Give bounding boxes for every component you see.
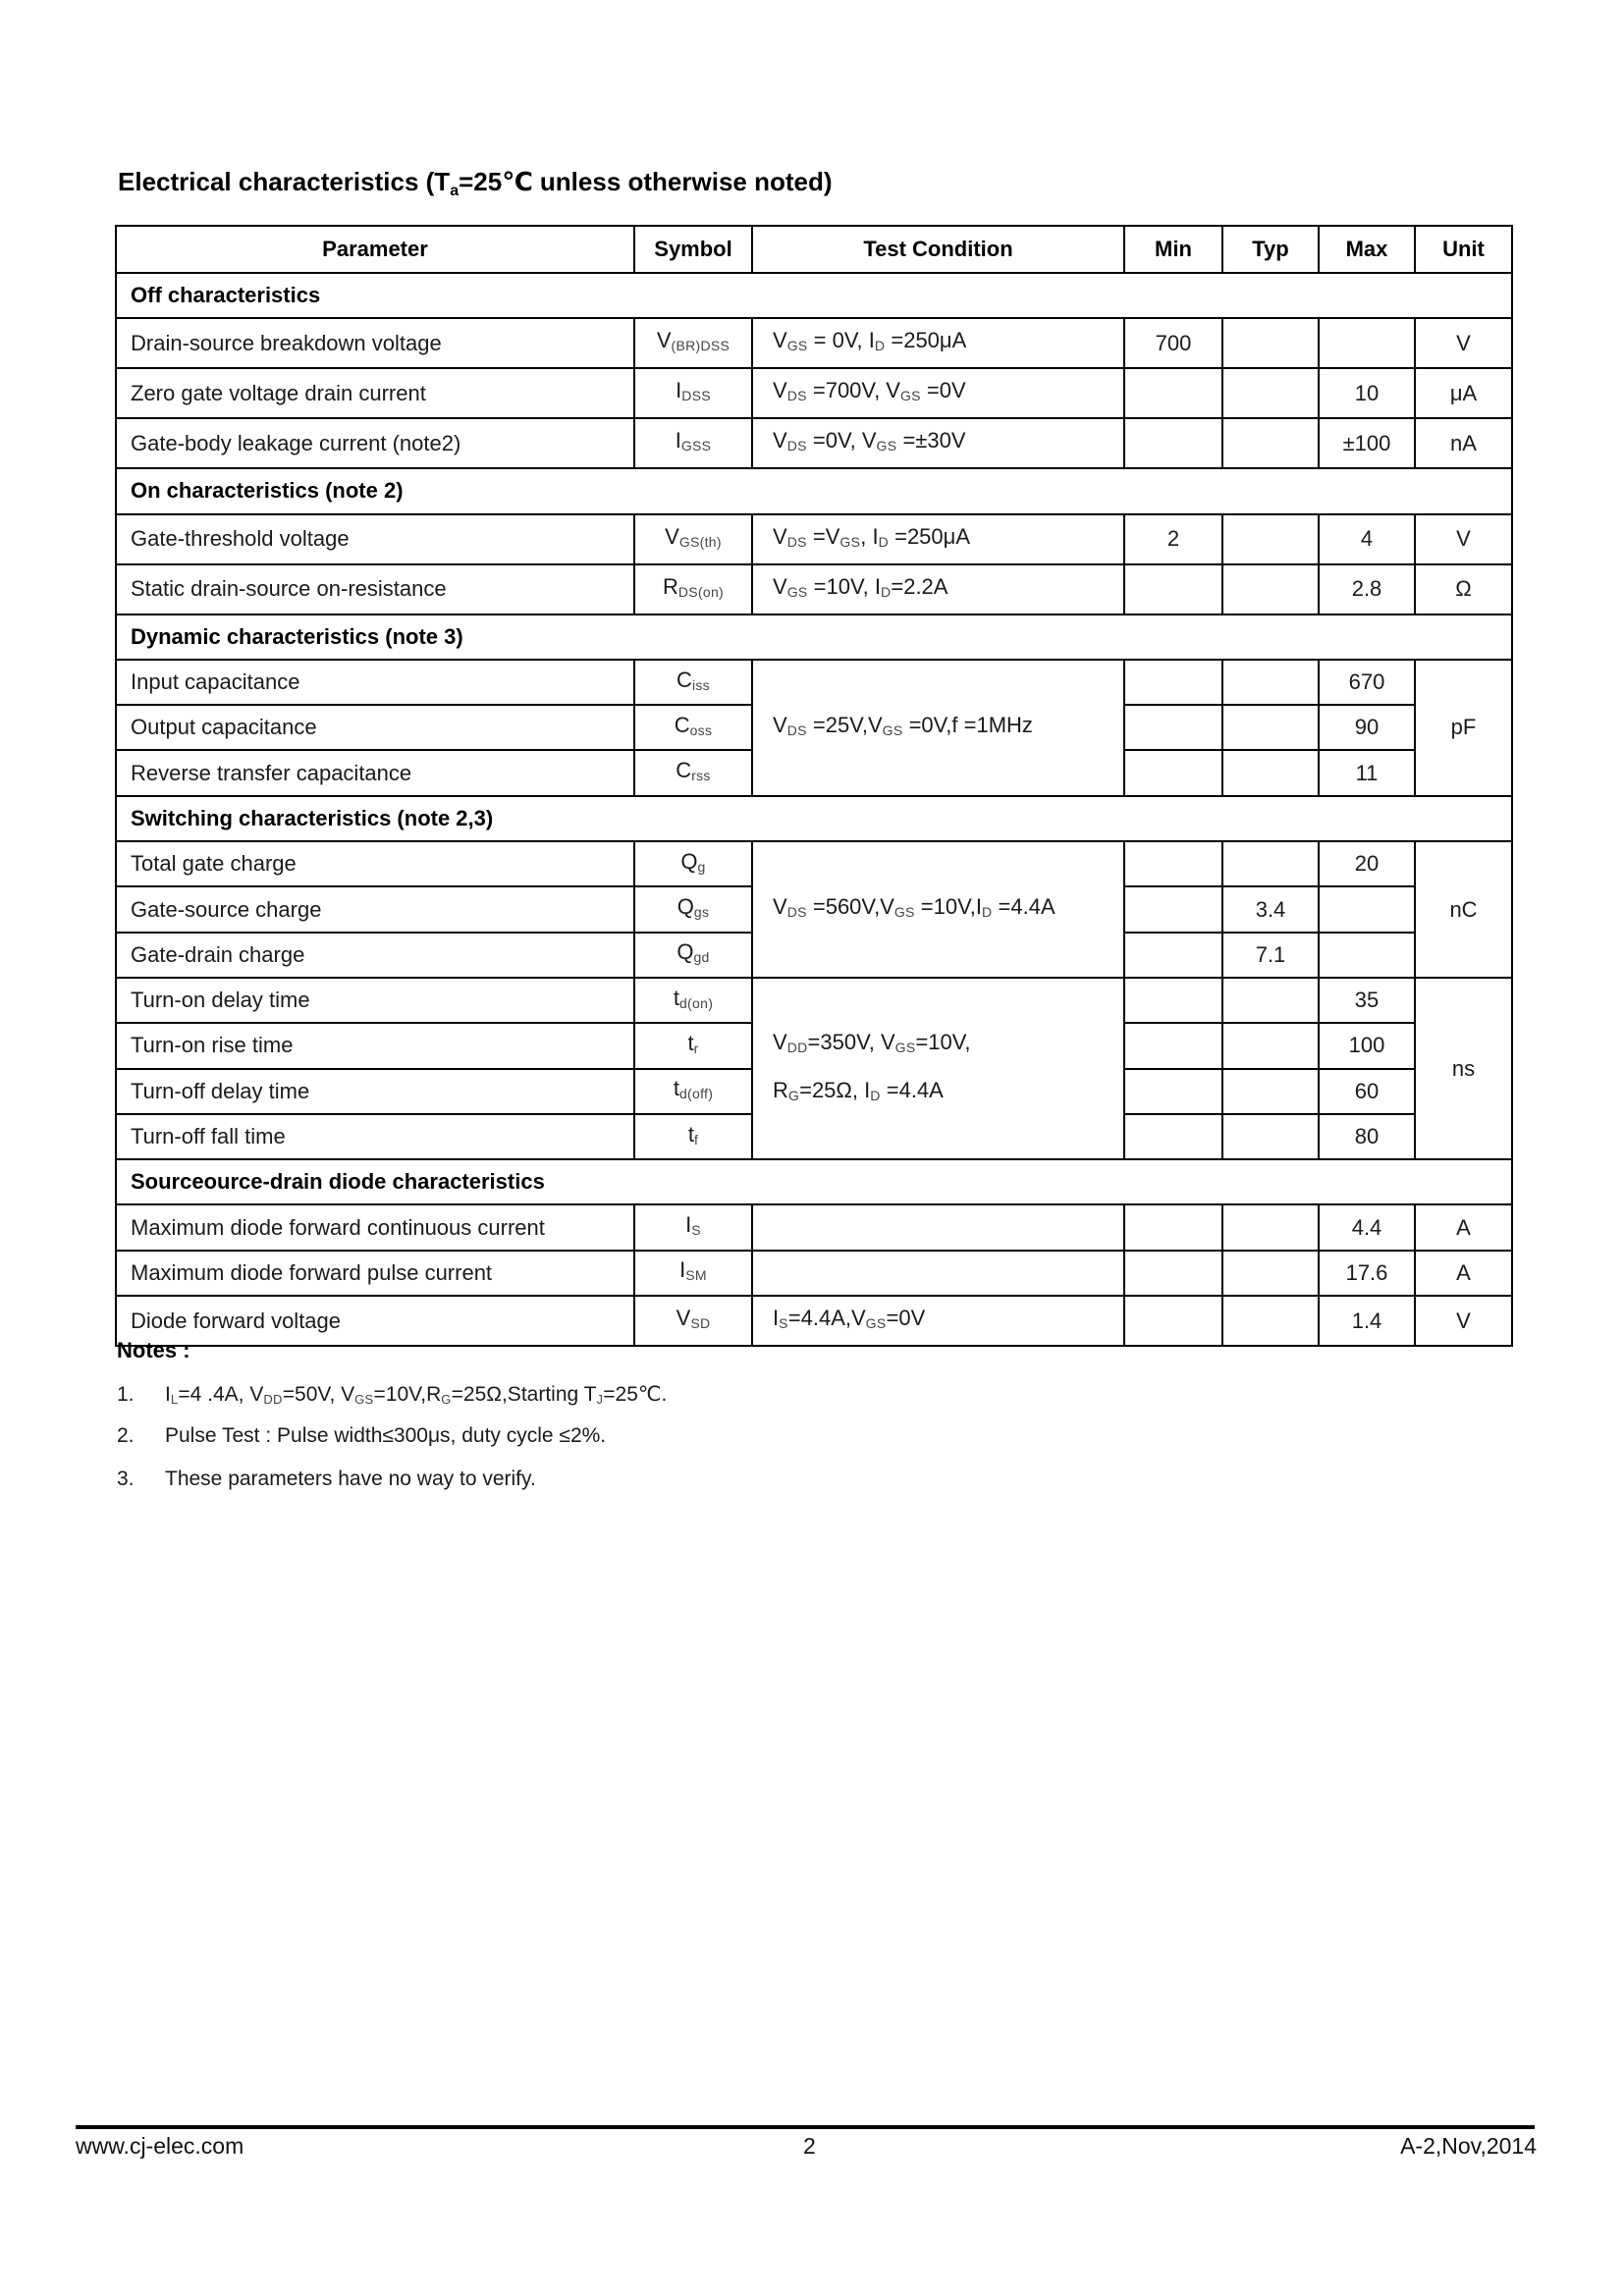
subscript: GS: [876, 438, 897, 454]
text-segment: R: [773, 1077, 788, 1102]
section-header-row: [116, 796, 1512, 841]
column-header-symbol: Symbol: [634, 226, 752, 273]
subscript: DD: [786, 1039, 808, 1055]
typ-cell: [1222, 564, 1319, 614]
footer-page-number: 2: [803, 2133, 816, 2159]
max-cell: 2.8: [1319, 564, 1415, 614]
text-segment: V: [773, 378, 787, 403]
symbol-subscript: DS(on): [677, 583, 725, 600]
title-subscript: a: [450, 183, 460, 199]
text-segment: V: [773, 428, 787, 454]
symbol-subscript: GS(th): [678, 533, 722, 550]
header-row: [116, 226, 1512, 273]
typ-cell: [1222, 841, 1319, 886]
text-segment: =0V, V: [806, 428, 877, 454]
symbol-subscript: DSS: [681, 388, 711, 404]
footer-revision: A-2,Nov,2014: [1400, 2133, 1537, 2159]
max-cell: ±100: [1319, 418, 1415, 468]
symbol-base: I: [675, 428, 681, 454]
test-condition-cell: [752, 841, 1124, 978]
section-title: Dynamic characteristics (note 3): [116, 614, 1512, 660]
symbol-cell: [634, 1114, 752, 1159]
symbol-subscript: iss: [691, 676, 710, 693]
note-number: 3.: [117, 1468, 135, 1490]
subscript: G: [441, 1392, 452, 1407]
section-title: On characteristics (note 2): [116, 468, 1512, 513]
text-segment: Pulse Test : Pulse width≤300μs, duty cycle ≤2%.: [165, 1424, 607, 1447]
table-row: [116, 978, 1512, 1023]
typ-cell: [1222, 978, 1319, 1023]
min-cell: [1124, 933, 1222, 978]
text-segment: V: [773, 328, 787, 353]
parameter-cell: Output capacitance: [116, 705, 634, 750]
unit-cell: V: [1415, 514, 1512, 564]
symbol-subscript: S: [691, 1222, 701, 1239]
text-segment: =0V: [920, 378, 966, 403]
typ-cell: [1222, 660, 1319, 705]
table-row: [116, 1296, 1512, 1346]
typ-cell: [1222, 368, 1319, 418]
max-cell: 60: [1319, 1069, 1415, 1114]
table-row: [116, 1251, 1512, 1296]
text-segment: , I: [860, 523, 879, 549]
max-cell: 1.4: [1319, 1296, 1415, 1346]
symbol-subscript: r: [693, 1040, 699, 1056]
subscript: DS: [786, 438, 807, 454]
subscript: GS: [894, 1039, 916, 1055]
parameter-cell: Gate-body leakage current (note2): [116, 418, 634, 468]
test-condition-cell: [752, 660, 1124, 796]
parameter-cell: Total gate charge: [116, 841, 634, 886]
typ-cell: [1222, 1296, 1319, 1346]
text-segment: V: [773, 894, 787, 920]
symbol-base: I: [676, 378, 682, 403]
symbol-subscript: rss: [691, 768, 711, 784]
symbol-cell: [634, 750, 752, 795]
unit-cell: V: [1415, 1296, 1512, 1346]
unit-cell: Ω: [1415, 564, 1512, 614]
max-cell: 11: [1319, 750, 1415, 795]
unit-cell: A: [1415, 1251, 1512, 1296]
table-row: [116, 318, 1512, 368]
text-segment: =2.2A: [891, 573, 948, 599]
test-condition-line: [773, 1021, 1123, 1069]
subscript: DS: [786, 533, 807, 550]
text-segment: These parameters have no way to verify.: [165, 1468, 536, 1490]
text-segment: I: [165, 1383, 171, 1406]
symbol-base: I: [685, 1212, 692, 1238]
subscript: D: [870, 1087, 881, 1103]
text-segment: =25Ω, I: [799, 1077, 871, 1102]
symbol-base: Q: [677, 894, 694, 920]
max-cell: 80: [1319, 1114, 1415, 1159]
text-segment: =0V: [886, 1306, 926, 1331]
test-condition-cell: [752, 1204, 1124, 1250]
subscript: S: [779, 1315, 788, 1332]
note-number: 2.: [117, 1424, 135, 1447]
subscript: GS: [893, 904, 915, 921]
symbol-subscript: oss: [689, 721, 713, 738]
typ-cell: [1222, 318, 1319, 368]
parameter-cell: Turn-off delay time: [116, 1069, 634, 1114]
text-segment: =4 .4A, V: [178, 1383, 264, 1406]
test-condition-cell: [752, 514, 1124, 564]
typ-cell: [1222, 1204, 1319, 1250]
test-condition-cell: [752, 978, 1124, 1159]
subscript: GS: [354, 1392, 374, 1407]
max-cell: [1319, 933, 1415, 978]
table-row: [116, 514, 1512, 564]
symbol-cell: [634, 564, 752, 614]
table-row: [116, 660, 1512, 705]
symbol-base: C: [677, 667, 692, 692]
subscript: GS: [899, 388, 921, 404]
parameter-cell: Reverse transfer capacitance: [116, 750, 634, 795]
text-segment: =350V, V: [807, 1029, 895, 1054]
unit-cell: ns: [1415, 978, 1512, 1159]
symbol-cell: [634, 841, 752, 886]
symbol-cell: [634, 514, 752, 564]
text-segment: =250μA: [888, 523, 970, 549]
symbol-base: V: [656, 328, 672, 353]
parameter-cell: Turn-off fall time: [116, 1114, 634, 1159]
section-header-row: [116, 273, 1512, 318]
symbol-subscript: GSS: [680, 438, 712, 454]
symbol-cell: [634, 933, 752, 978]
min-cell: [1124, 1204, 1222, 1250]
symbol-cell: [634, 886, 752, 932]
symbol-cell: [634, 705, 752, 750]
column-header-typ: Typ: [1222, 226, 1319, 273]
symbol-base: t: [673, 985, 679, 1010]
test-condition-cell: [752, 1296, 1124, 1346]
min-cell: [1124, 564, 1222, 614]
symbol-base: V: [665, 523, 679, 549]
typ-cell: 7.1: [1222, 933, 1319, 978]
max-cell: 20: [1319, 841, 1415, 886]
subscript: D: [878, 533, 889, 550]
subscript: D: [880, 583, 892, 600]
text-segment: =4.4A: [880, 1077, 944, 1102]
parameter-cell: Zero gate voltage drain current: [116, 368, 634, 418]
table-row: [116, 368, 1512, 418]
min-cell: [1124, 1069, 1222, 1114]
test-condition-line: [773, 319, 1123, 367]
symbol-base: t: [673, 1076, 679, 1101]
test-condition-line: [773, 1297, 1123, 1345]
symbol-cell: [634, 978, 752, 1023]
section-title: Switching characteristics (note 2,3): [116, 796, 1512, 841]
text-segment: =50V, V: [282, 1383, 355, 1406]
unit-cell: V: [1415, 318, 1512, 368]
max-cell: [1319, 318, 1415, 368]
symbol-base: Q: [677, 939, 694, 965]
electrical-characteristics-table: [115, 225, 1513, 1347]
text-segment: =10V,I: [914, 894, 982, 920]
text-segment: =±30V: [896, 428, 966, 454]
symbol-cell: [634, 1204, 752, 1250]
unit-cell: pF: [1415, 660, 1512, 796]
subscript: GS: [786, 583, 808, 600]
typ-cell: [1222, 750, 1319, 795]
section-title: Off characteristics: [116, 273, 1512, 318]
subscript: GS: [786, 338, 808, 354]
note-item: [117, 1381, 667, 1414]
max-cell: 100: [1319, 1023, 1415, 1068]
min-cell: [1124, 368, 1222, 418]
parameter-cell: Gate-source charge: [116, 886, 634, 932]
min-cell: [1124, 1296, 1222, 1346]
text-segment: =10V,: [915, 1029, 971, 1054]
test-condition-line: [773, 515, 1123, 563]
test-condition-cell: [752, 1251, 1124, 1296]
symbol-base: C: [676, 758, 692, 783]
min-cell: [1124, 705, 1222, 750]
footer-divider: [76, 2125, 1535, 2129]
subscript: GS: [839, 533, 861, 550]
column-header-min: Min: [1124, 226, 1222, 273]
parameter-cell: Static drain-source on-resistance: [116, 564, 634, 614]
min-cell: 2: [1124, 514, 1222, 564]
parameter-cell: Diode forward voltage: [116, 1296, 634, 1346]
typ-cell: [1222, 514, 1319, 564]
symbol-subscript: d(off): [678, 1086, 714, 1102]
symbol-cell: [634, 368, 752, 418]
text-segment: =250μA: [885, 328, 967, 353]
parameter-cell: Drain-source breakdown voltage: [116, 318, 634, 368]
unit-cell: μA: [1415, 368, 1512, 418]
min-cell: [1124, 1023, 1222, 1068]
note-number: 1.: [117, 1383, 135, 1406]
min-cell: 700: [1124, 318, 1222, 368]
subscript: DD: [263, 1392, 283, 1407]
table-row: [116, 1204, 1512, 1250]
symbol-subscript: f: [693, 1131, 699, 1148]
text-segment: =V: [806, 523, 840, 549]
text-segment: =0V,f =1MHz: [902, 712, 1033, 737]
typ-cell: [1222, 705, 1319, 750]
table-row: [116, 564, 1512, 614]
max-cell: 10: [1319, 368, 1415, 418]
symbol-cell: [634, 1023, 752, 1068]
parameter-cell: Input capacitance: [116, 660, 634, 705]
min-cell: [1124, 886, 1222, 932]
parameter-cell: Gate-threshold voltage: [116, 514, 634, 564]
symbol-subscript: g: [697, 858, 706, 875]
unit-cell: nC: [1415, 841, 1512, 978]
subscript: J: [596, 1392, 604, 1407]
column-header-unit: Unit: [1415, 226, 1512, 273]
min-cell: [1124, 660, 1222, 705]
table-row: [116, 418, 1512, 468]
max-cell: 4.4: [1319, 1204, 1415, 1250]
test-condition-cell: [752, 318, 1124, 368]
subscript: L: [170, 1392, 179, 1407]
page-title: [118, 169, 833, 199]
test-condition-line: [773, 369, 1123, 417]
title-text-end: =25℃ unless otherwise noted): [459, 167, 833, 196]
text-segment: =25V,V: [806, 712, 883, 737]
symbol-cell: [634, 660, 752, 705]
note-item: [117, 1466, 536, 1493]
text-segment: =4.4A: [992, 894, 1056, 920]
test-condition-cell: [752, 368, 1124, 418]
text-segment: =10V, I: [807, 573, 881, 599]
title-text: Electrical characteristics (T: [118, 167, 451, 196]
symbol-base: V: [676, 1306, 691, 1331]
text-segment: V: [773, 573, 787, 599]
symbol-base: R: [662, 573, 678, 599]
min-cell: [1124, 1251, 1222, 1296]
table-row: [116, 841, 1512, 886]
subscript: G: [787, 1087, 800, 1103]
text-segment: V: [773, 523, 787, 549]
typ-cell: [1222, 1023, 1319, 1068]
subscript: D: [982, 904, 993, 921]
text-segment: = 0V, I: [807, 328, 875, 353]
max-cell: 4: [1319, 514, 1415, 564]
unit-cell: nA: [1415, 418, 1512, 468]
max-cell: 17.6: [1319, 1251, 1415, 1296]
symbol-subscript: (BR)DSS: [671, 338, 731, 354]
min-cell: [1124, 750, 1222, 795]
symbol-subscript: d(on): [678, 994, 714, 1011]
text-segment: =560V,V: [806, 894, 894, 920]
test-condition-line: [773, 885, 1123, 934]
subscript: GS: [865, 1315, 887, 1332]
max-cell: 35: [1319, 978, 1415, 1023]
symbol-base: t: [687, 1121, 694, 1147]
text-segment: I: [773, 1306, 780, 1331]
subscript: D: [874, 338, 886, 354]
text-segment: V: [773, 712, 787, 737]
min-cell: [1124, 418, 1222, 468]
symbol-subscript: SD: [690, 1315, 711, 1332]
text-segment: =25℃.: [603, 1383, 668, 1406]
parameter-cell: Turn-on rise time: [116, 1023, 634, 1068]
symbol-cell: [634, 1296, 752, 1346]
notes-title: Notes :: [117, 1338, 190, 1362]
typ-cell: 3.4: [1222, 886, 1319, 932]
symbol-cell: [634, 318, 752, 368]
footer-website[interactable]: www.cj-elec.com: [76, 2133, 244, 2159]
typ-cell: [1222, 1114, 1319, 1159]
text-segment: =10V,R: [373, 1383, 442, 1406]
max-cell: [1319, 886, 1415, 932]
text-segment: =25Ω,Starting T: [451, 1383, 597, 1406]
parameter-cell: Maximum diode forward pulse current: [116, 1251, 634, 1296]
max-cell: 670: [1319, 660, 1415, 705]
subscript: GS: [882, 721, 903, 738]
test-condition-line: [773, 704, 1123, 752]
column-header-max: Max: [1319, 226, 1415, 273]
test-condition-cell: [752, 564, 1124, 614]
max-cell: 90: [1319, 705, 1415, 750]
min-cell: [1124, 841, 1222, 886]
symbol-cell: [634, 1251, 752, 1296]
unit-cell: A: [1415, 1204, 1512, 1250]
parameter-cell: Maximum diode forward continuous current: [116, 1204, 634, 1250]
column-header-parameter: Parameter: [116, 226, 634, 273]
parameter-cell: Turn-on delay time: [116, 978, 634, 1023]
symbol-subscript: gd: [693, 949, 710, 966]
test-condition-line: [773, 565, 1123, 614]
typ-cell: [1222, 1251, 1319, 1296]
min-cell: [1124, 1114, 1222, 1159]
symbol-base: C: [674, 712, 690, 737]
section-header-row: [116, 468, 1512, 513]
subscript: DS: [786, 721, 807, 738]
symbol-cell: [634, 418, 752, 468]
symbol-cell: [634, 1069, 752, 1114]
subscript: DS: [786, 388, 807, 404]
text-segment: =700V, V: [806, 378, 900, 403]
symbol-subscript: SM: [685, 1267, 707, 1284]
text-segment: =4.4A,V: [787, 1306, 866, 1331]
test-condition-line: [773, 1069, 1123, 1117]
symbol-base: Q: [680, 848, 698, 874]
typ-cell: [1222, 1069, 1319, 1114]
symbol-base: t: [687, 1030, 694, 1055]
text-segment: V: [773, 1029, 787, 1054]
test-condition-cell: [752, 418, 1124, 468]
section-header-row: [116, 614, 1512, 660]
typ-cell: [1222, 418, 1319, 468]
note-item: [117, 1422, 606, 1450]
symbol-subscript: gs: [693, 904, 710, 921]
parameter-cell: Gate-drain charge: [116, 933, 634, 978]
symbol-base: I: [679, 1257, 686, 1283]
section-title: Sourceource-drain diode characteristics: [116, 1159, 1512, 1204]
subscript: DS: [786, 904, 807, 921]
test-condition-line: [773, 419, 1123, 467]
min-cell: [1124, 978, 1222, 1023]
section-header-row: [116, 1159, 1512, 1204]
column-header-test-condition: Test Condition: [752, 226, 1124, 273]
